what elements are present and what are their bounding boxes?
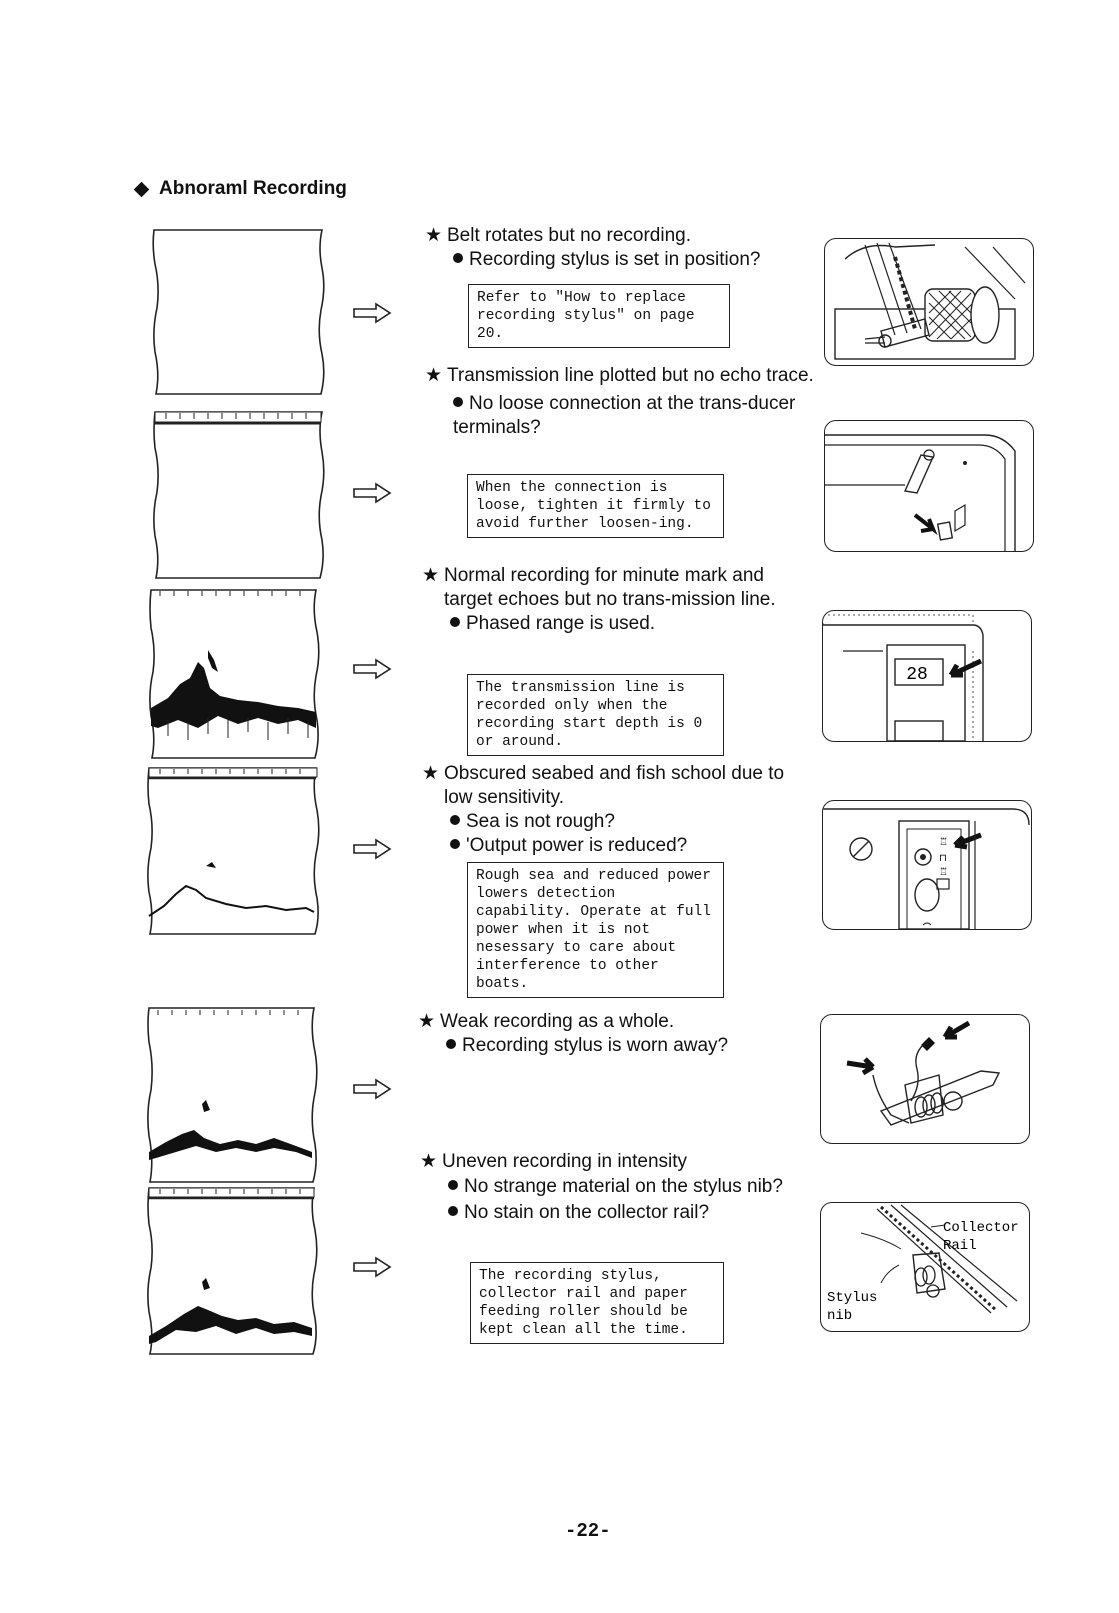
strip-blank-recording xyxy=(152,228,327,396)
output-power-switch-illustration xyxy=(822,800,1032,930)
svg-text:⊓: ⊓ xyxy=(939,853,947,864)
strip-low-sensitivity xyxy=(146,766,326,938)
case-no-echo-trace xyxy=(425,364,820,440)
check-text: No strange material on the stylus nib? xyxy=(464,1176,783,1197)
collector-rail-illustration xyxy=(820,1202,1030,1332)
strip-no-transmission-line xyxy=(148,588,328,760)
note-box: The recording stylus, collector rail and paper feeding roller should be kept clean all the time. xyxy=(470,1262,724,1344)
svg-text:♖: ♖ xyxy=(939,867,948,878)
star-icon: ★ xyxy=(422,763,440,784)
note-box: Rough sea and reduced power lowers detection capability. Operate at full power when it is not nesessary to care about interference to other boats. xyxy=(467,862,724,998)
right-arrow-icon xyxy=(352,302,392,324)
svg-text:♖: ♖ xyxy=(939,837,948,848)
bullet-icon xyxy=(453,253,463,263)
star-icon: ★ xyxy=(420,1151,438,1172)
check-text: Sea is not rough? xyxy=(466,811,615,832)
right-arrow-icon xyxy=(352,658,392,680)
stylus-position-illustration xyxy=(824,238,1034,366)
bullet-icon xyxy=(450,815,460,825)
symptom-text: Weak recording as a whole. xyxy=(440,1011,675,1032)
case-belt-rotates xyxy=(425,224,825,272)
section-title: Abnoraml Recording xyxy=(159,178,347,199)
bullet-icon xyxy=(448,1206,458,1216)
symptom-text: Obscured seabed and fish school due to low sensitivity. xyxy=(444,763,785,808)
nib-label: nib xyxy=(827,1308,853,1324)
strip-weak-recording xyxy=(146,1006,326,1184)
star-icon: ★ xyxy=(425,365,443,386)
bullet-icon xyxy=(453,397,463,407)
bullet-icon xyxy=(450,617,460,627)
symptom-text: Belt rotates but no recording. xyxy=(447,225,691,246)
star-icon: ★ xyxy=(425,225,443,246)
bullet-icon xyxy=(446,1039,456,1049)
case-weak-recording xyxy=(418,1010,813,1058)
note-box: When the connection is loose, tighten it firmly to avoid further loosen-ing. xyxy=(467,474,724,538)
rail-label: Rail xyxy=(943,1238,977,1254)
star-icon: ★ xyxy=(418,1011,436,1032)
symptom-text: Uneven recording in intensity xyxy=(442,1151,688,1172)
check-text: No stain on the collector rail? xyxy=(464,1202,710,1223)
check-text: Recording stylus is worn away? xyxy=(462,1035,729,1056)
right-arrow-icon xyxy=(352,1078,392,1100)
check-text: 'Output power is reduced? xyxy=(466,835,688,856)
transducer-terminal-illustration xyxy=(824,420,1034,552)
section-heading xyxy=(136,178,347,200)
page-number: -22- xyxy=(565,1520,611,1542)
diamond-icon xyxy=(134,181,150,197)
symptom-text: Transmission line plotted but no echo trace. xyxy=(447,365,814,386)
right-arrow-icon xyxy=(352,1256,392,1278)
case-low-sensitivity xyxy=(422,762,817,858)
check-text: Recording stylus is set in position? xyxy=(469,249,761,270)
case-no-transmission-line xyxy=(422,564,812,636)
strip-transmission-only xyxy=(152,410,327,580)
collector-label: Collector xyxy=(943,1220,1019,1236)
bullet-icon xyxy=(448,1180,458,1190)
note-box: The transmission line is recorded only when the recording start depth is 0 or around. xyxy=(467,674,724,756)
right-arrow-icon xyxy=(352,838,392,860)
stylus-label: Stylus xyxy=(827,1290,878,1306)
check-text: Phased range is used. xyxy=(466,613,656,634)
case-uneven-recording xyxy=(420,1150,815,1225)
phased-range-panel-illustration xyxy=(822,610,1032,742)
right-arrow-icon xyxy=(352,482,392,504)
range-readout: 28 xyxy=(906,665,928,685)
bullet-icon xyxy=(450,839,460,849)
worn-stylus-illustration xyxy=(820,1014,1030,1144)
strip-uneven-recording xyxy=(146,1186,326,1358)
check-text: No loose connection at the trans-ducer terminals? xyxy=(453,393,796,438)
note-box: Refer to "How to replace recording stylus" on page 20. xyxy=(468,284,730,348)
symptom-text: Normal recording for minute mark and target echoes but no trans-mission line. xyxy=(444,565,776,610)
star-icon: ★ xyxy=(422,565,440,586)
